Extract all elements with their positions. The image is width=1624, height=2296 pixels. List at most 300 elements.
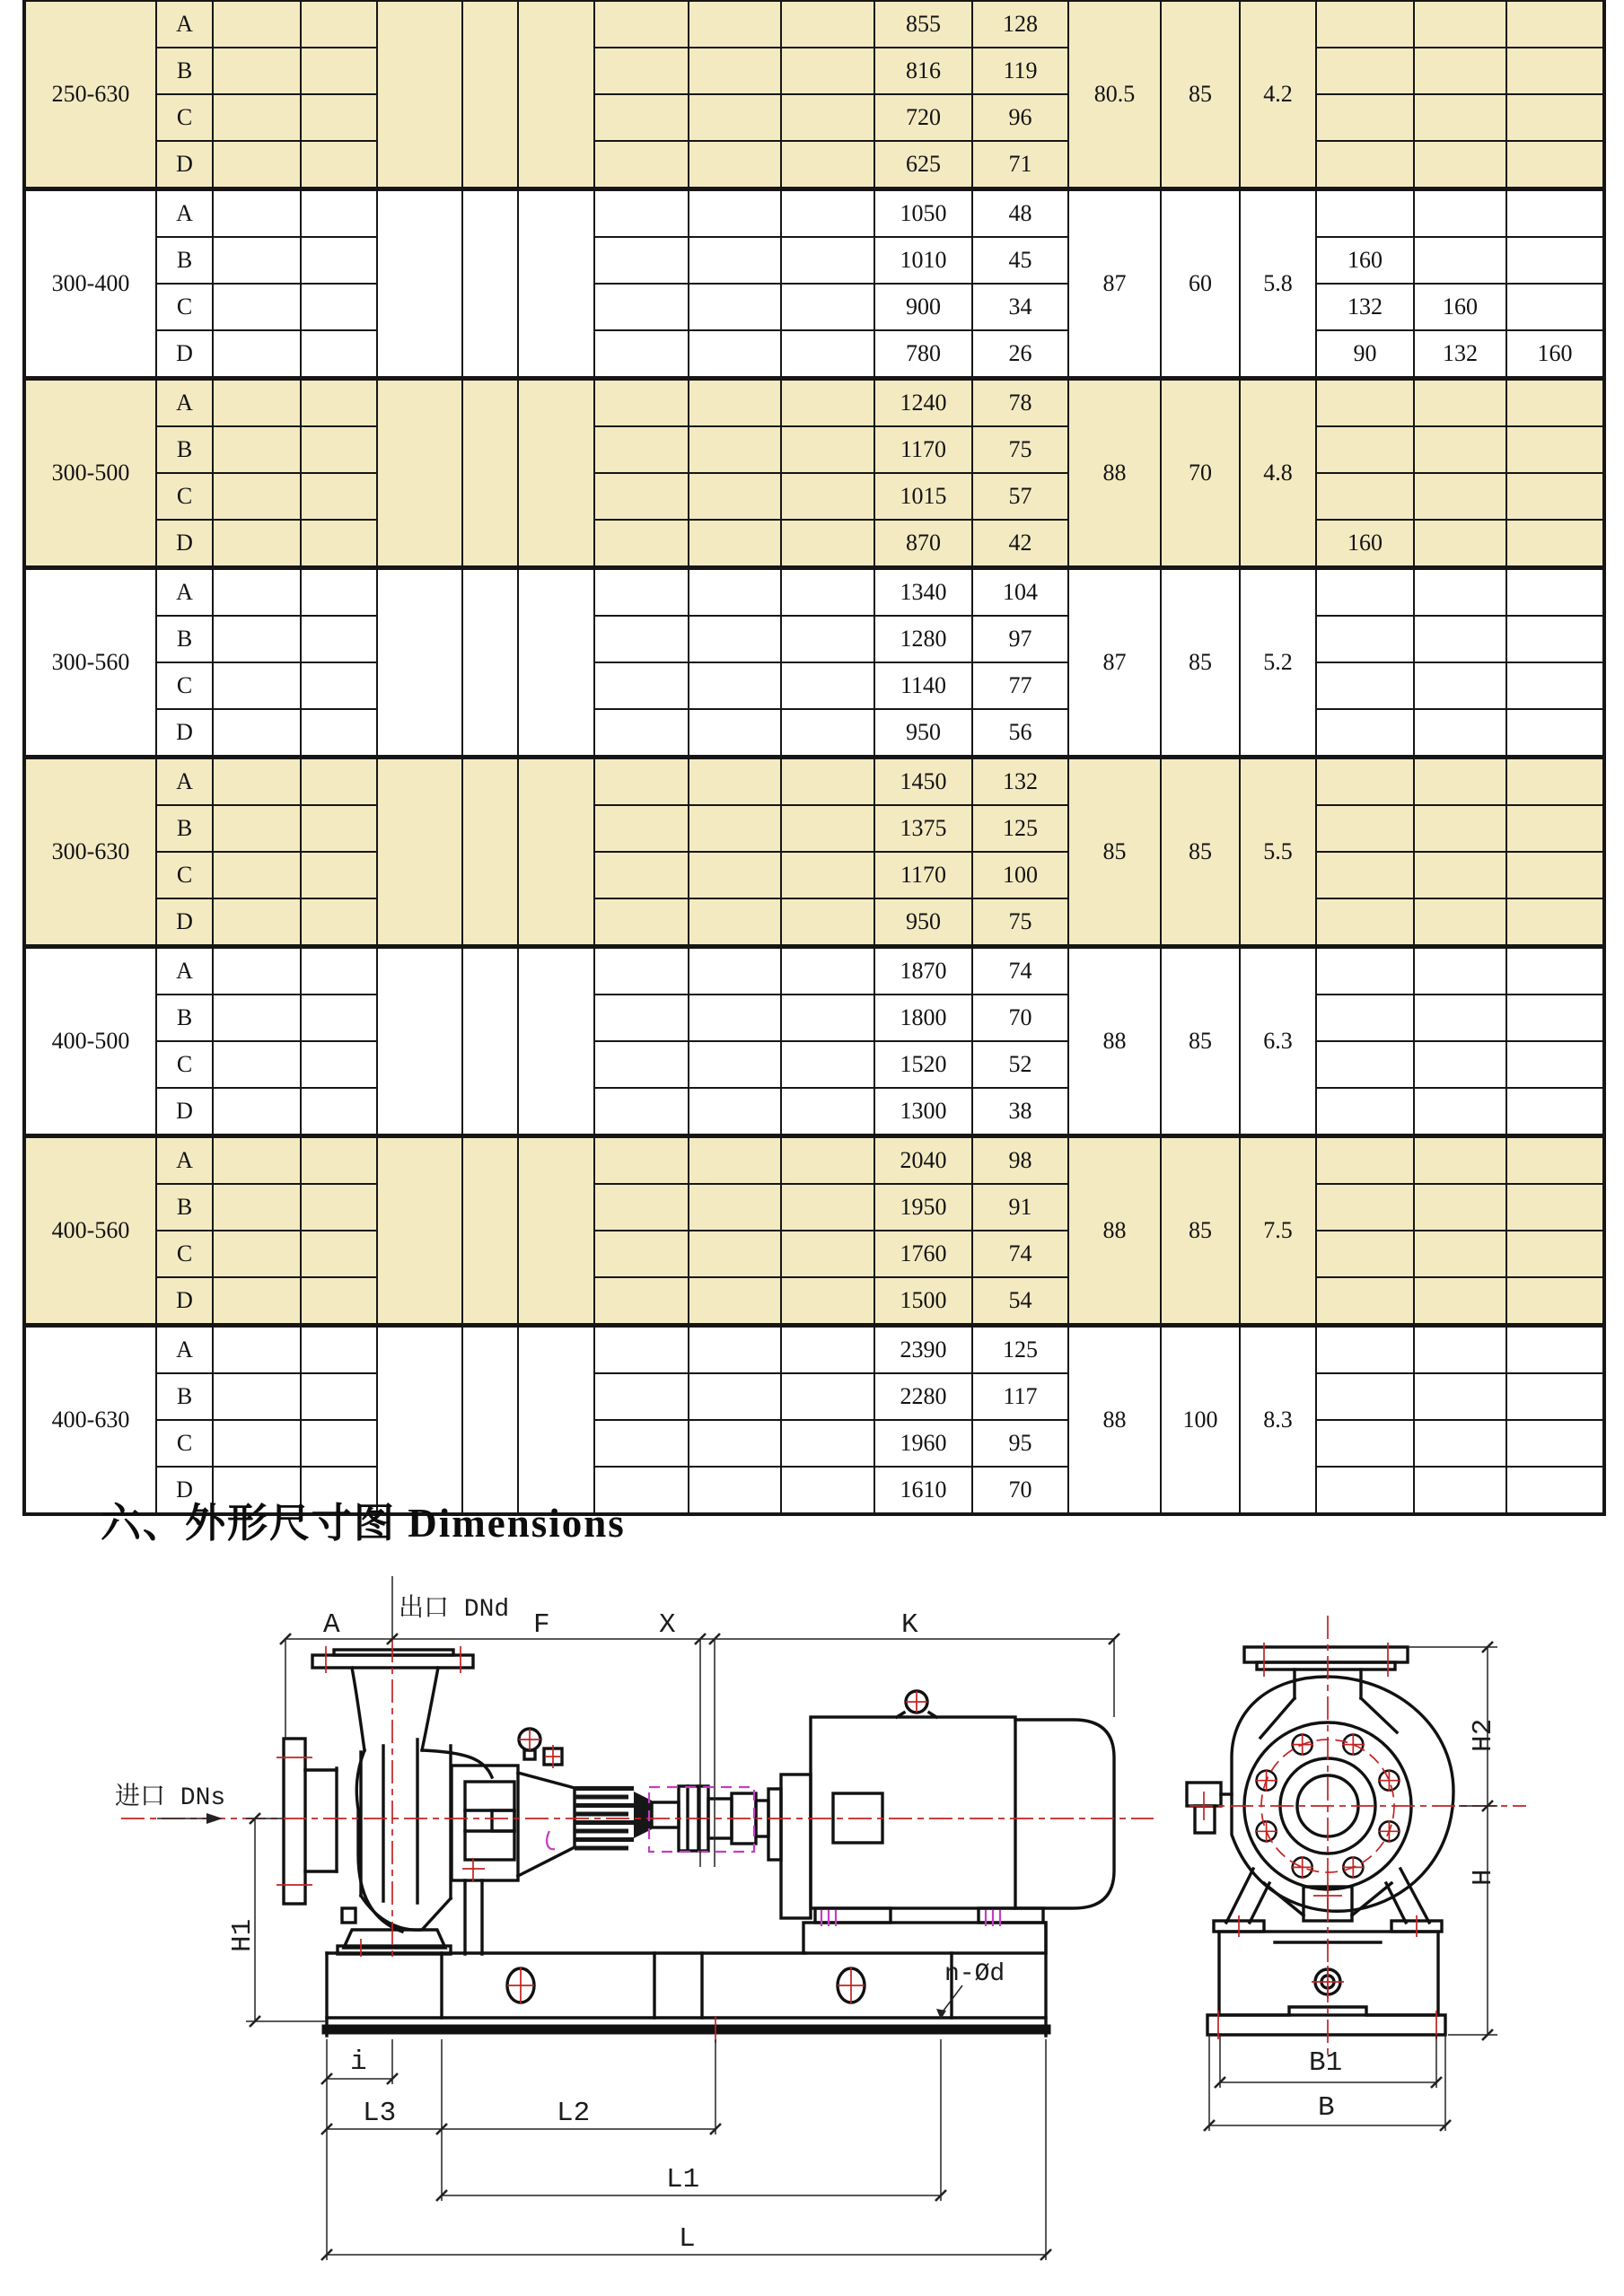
- cell-merged-empty: [377, 1326, 462, 1515]
- table-row: [24, 473, 1604, 520]
- table-row: [24, 1041, 1604, 1088]
- cell-empty: [594, 1136, 689, 1185]
- cell-empty: [689, 995, 781, 1041]
- cell-empty: [213, 1326, 301, 1374]
- cell-flow: 720: [874, 94, 972, 141]
- cell-empty: [781, 758, 874, 806]
- cell-letter: C: [156, 1231, 213, 1277]
- cell-motor-power-3: [1506, 1326, 1604, 1374]
- cell-letter: B: [156, 1184, 213, 1231]
- cell-efficiency: 88: [1068, 947, 1161, 1136]
- cell-letter: B: [156, 237, 213, 284]
- cell-empty: [781, 189, 874, 238]
- cell-motor-power-3: [1506, 48, 1604, 94]
- cell-motor-power-2: [1414, 709, 1506, 758]
- cell-head: 78: [972, 379, 1068, 427]
- table-row: [24, 1231, 1604, 1277]
- dim-label-l3: L3: [363, 2098, 397, 2129]
- cell-empty: [594, 995, 689, 1041]
- dim-label-i: i: [350, 2046, 367, 2078]
- cell-merged-empty: [462, 1326, 518, 1515]
- cell-empty: [594, 237, 689, 284]
- cell-motor-power-2: [1414, 1277, 1506, 1326]
- cell-empty: [213, 426, 301, 473]
- cell-empty: [301, 662, 377, 709]
- cell-motor-power-3: [1506, 1088, 1604, 1136]
- cell-empty: [213, 520, 301, 568]
- cell-empty: [781, 330, 874, 379]
- cell-flow: 1340: [874, 568, 972, 617]
- cell-head: 56: [972, 709, 1068, 758]
- cell-empty: [689, 662, 781, 709]
- cell-motor-power-1: [1316, 1420, 1414, 1467]
- cell-merged-empty: [518, 568, 594, 758]
- cell-empty: [213, 616, 301, 662]
- pump-spec-table: [22, 0, 1606, 1516]
- cell-merged-value: 7.5: [1240, 1136, 1316, 1326]
- dim-label-h: H: [1468, 1869, 1499, 1886]
- cell-motor-power-1: [1316, 379, 1414, 427]
- cell-motor-power-3: [1506, 1467, 1604, 1514]
- cell-letter: B: [156, 48, 213, 94]
- cell-letter: A: [156, 379, 213, 427]
- cell-empty: [689, 568, 781, 617]
- cell-motor-power-2: [1414, 1467, 1506, 1514]
- cell-empty: [213, 1088, 301, 1136]
- cell-empty: [301, 1420, 377, 1467]
- cell-motor-power-1: [1316, 1373, 1414, 1420]
- cell-flow: 900: [874, 284, 972, 330]
- cell-letter: C: [156, 473, 213, 520]
- cell-empty: [689, 1277, 781, 1326]
- cell-motor-power-2: [1414, 568, 1506, 617]
- cell-motor-power-3: 160: [1506, 330, 1604, 379]
- cell-flow: 950: [874, 898, 972, 947]
- cell-empty: [594, 284, 689, 330]
- cell-motor-power-2: [1414, 1373, 1506, 1420]
- cell-empty: [689, 852, 781, 898]
- cell-empty: [301, 48, 377, 94]
- cell-head: 42: [972, 520, 1068, 568]
- cell-empty: [301, 379, 377, 427]
- cell-empty: [689, 1373, 781, 1420]
- cell-empty: [213, 48, 301, 94]
- cell-empty: [689, 330, 781, 379]
- cell-head: 45: [972, 237, 1068, 284]
- cell-empty: [781, 1136, 874, 1185]
- cell-empty: [781, 1088, 874, 1136]
- cell-merged-empty: [377, 1136, 462, 1326]
- cell-empty: [781, 1373, 874, 1420]
- cell-motor-power-2: [1414, 1, 1506, 48]
- cell-flow: 870: [874, 520, 972, 568]
- cell-motor-power-3: [1506, 237, 1604, 284]
- cell-flow: 1500: [874, 1277, 972, 1326]
- table-row: [24, 758, 1604, 806]
- cell-empty: [781, 1184, 874, 1231]
- cell-merged-empty: [518, 758, 594, 947]
- cell-head: 57: [972, 473, 1068, 520]
- cell-empty: [213, 1, 301, 48]
- cell-empty: [301, 898, 377, 947]
- cell-flow: 1170: [874, 426, 972, 473]
- cell-merged-empty: [462, 568, 518, 758]
- cell-motor-power-2: [1414, 1136, 1506, 1185]
- cell-flow: 1870: [874, 947, 972, 995]
- cell-merged-value: 85: [1161, 568, 1240, 758]
- cell-empty: [689, 616, 781, 662]
- cell-empty: [301, 1088, 377, 1136]
- cell-empty: [689, 1136, 781, 1185]
- cell-empty: [781, 995, 874, 1041]
- cell-head: 91: [972, 1184, 1068, 1231]
- cell-head: 132: [972, 758, 1068, 806]
- cell-motor-power-2: [1414, 237, 1506, 284]
- cell-empty: [301, 995, 377, 1041]
- cell-motor-power-1: [1316, 1088, 1414, 1136]
- cell-merged-empty: [518, 947, 594, 1136]
- table-row: [24, 1277, 1604, 1326]
- cell-motor-power-3: [1506, 473, 1604, 520]
- cell-empty: [781, 662, 874, 709]
- cell-motor-power-2: [1414, 473, 1506, 520]
- cell-head: 77: [972, 662, 1068, 709]
- table-row: [24, 805, 1604, 852]
- cell-empty: [301, 1136, 377, 1185]
- cell-motor-power-3: [1506, 1184, 1604, 1231]
- cell-flow: 1280: [874, 616, 972, 662]
- cell-empty: [781, 520, 874, 568]
- side-view-dimensions: [157, 1576, 1114, 2260]
- dim-label-l1: L1: [666, 2164, 700, 2195]
- cell-empty: [213, 1136, 301, 1185]
- cell-empty: [781, 568, 874, 617]
- cell-empty: [781, 141, 874, 189]
- cell-motor-power-1: [1316, 1467, 1414, 1514]
- cell-efficiency: 88: [1068, 379, 1161, 568]
- cell-motor-power-3: [1506, 1041, 1604, 1088]
- cell-empty: [301, 330, 377, 379]
- cell-empty: [594, 473, 689, 520]
- cell-motor-power-1: [1316, 1326, 1414, 1374]
- dim-label-l: L: [679, 2223, 696, 2255]
- cell-empty: [213, 995, 301, 1041]
- cell-empty: [301, 1, 377, 48]
- cell-merged-empty: [518, 1326, 594, 1515]
- dim-label-x: X: [659, 1609, 676, 1641]
- cell-empty: [594, 758, 689, 806]
- cell-empty: [781, 1041, 874, 1088]
- cell-empty: [781, 237, 874, 284]
- cell-head: 97: [972, 616, 1068, 662]
- cell-empty: [689, 237, 781, 284]
- cell-motor-power-1: [1316, 94, 1414, 141]
- cell-merged-value: 70: [1161, 379, 1240, 568]
- cell-motor-power-3: [1506, 284, 1604, 330]
- cell-flow: 1050: [874, 189, 972, 238]
- cell-head: 70: [972, 1467, 1068, 1514]
- cell-motor-power-1: [1316, 1, 1414, 48]
- cell-empty: [301, 1041, 377, 1088]
- cell-head: 119: [972, 48, 1068, 94]
- cell-motor-power-3: [1506, 898, 1604, 947]
- cell-empty: [689, 284, 781, 330]
- cell-empty: [689, 1, 781, 48]
- cell-motor-power-2: [1414, 379, 1506, 427]
- cell-empty: [594, 1088, 689, 1136]
- cell-empty: [301, 473, 377, 520]
- cell-letter: C: [156, 284, 213, 330]
- cell-empty: [689, 473, 781, 520]
- cell-empty: [594, 330, 689, 379]
- cell-empty: [213, 237, 301, 284]
- cell-merged-empty: [462, 189, 518, 379]
- cell-merged-empty: [377, 189, 462, 379]
- cell-head: 96: [972, 94, 1068, 141]
- cell-letter: A: [156, 947, 213, 995]
- cell-motor-power-3: [1506, 947, 1604, 995]
- table-row: [24, 48, 1604, 94]
- cell-motor-power-2: [1414, 616, 1506, 662]
- dim-label-k: K: [901, 1609, 918, 1641]
- cell-flow: 1450: [874, 758, 972, 806]
- cell-letter: C: [156, 662, 213, 709]
- cell-head: 71: [972, 141, 1068, 189]
- cell-empty: [594, 426, 689, 473]
- cell-empty: [301, 1231, 377, 1277]
- cell-motor-power-2: [1414, 141, 1506, 189]
- cell-letter: D: [156, 709, 213, 758]
- cell-merged-value: 60: [1161, 189, 1240, 379]
- cell-model: 300-400: [24, 189, 156, 379]
- cell-motor-power-3: [1506, 426, 1604, 473]
- cell-model: 400-500: [24, 947, 156, 1136]
- cell-motor-power-2: [1414, 805, 1506, 852]
- cell-letter: C: [156, 1420, 213, 1467]
- cell-motor-power-3: [1506, 379, 1604, 427]
- cell-motor-power-2: [1414, 189, 1506, 238]
- cell-motor-power-3: [1506, 520, 1604, 568]
- cell-head: 74: [972, 1231, 1068, 1277]
- cell-head: 38: [972, 1088, 1068, 1136]
- cell-empty: [594, 1326, 689, 1374]
- cell-letter: C: [156, 1041, 213, 1088]
- cell-efficiency: 80.5: [1068, 1, 1161, 189]
- cell-letter: B: [156, 1373, 213, 1420]
- cell-motor-power-3: [1506, 1231, 1604, 1277]
- cell-empty: [594, 898, 689, 947]
- cell-merged-value: 85: [1161, 947, 1240, 1136]
- cell-empty: [594, 709, 689, 758]
- table-row: [24, 995, 1604, 1041]
- cell-motor-power-3: [1506, 852, 1604, 898]
- cell-head: 52: [972, 1041, 1068, 1088]
- cell-empty: [689, 189, 781, 238]
- cell-merged-empty: [518, 1, 594, 189]
- cell-motor-power-2: 132: [1414, 330, 1506, 379]
- cell-empty: [689, 1420, 781, 1467]
- cell-head: 104: [972, 568, 1068, 617]
- cell-empty: [594, 852, 689, 898]
- cell-motor-power-1: [1316, 995, 1414, 1041]
- cell-letter: A: [156, 1326, 213, 1374]
- cell-model: 400-560: [24, 1136, 156, 1326]
- dim-label-h2: H2: [1468, 1718, 1499, 1752]
- cell-flow: 625: [874, 141, 972, 189]
- cell-motor-power-3: [1506, 709, 1604, 758]
- cell-head: 117: [972, 1373, 1068, 1420]
- cell-merged-empty: [518, 1136, 594, 1326]
- cell-motor-power-1: [1316, 616, 1414, 662]
- cell-merged-value: 100: [1161, 1326, 1240, 1515]
- cell-empty: [689, 898, 781, 947]
- cell-motor-power-3: [1506, 189, 1604, 238]
- cell-empty: [301, 852, 377, 898]
- cell-motor-power-1: 160: [1316, 520, 1414, 568]
- cell-motor-power-1: [1316, 758, 1414, 806]
- cell-merged-value: 5.5: [1240, 758, 1316, 947]
- cell-flow: 1010: [874, 237, 972, 284]
- cell-empty: [301, 805, 377, 852]
- cell-empty: [213, 947, 301, 995]
- cell-empty: [594, 805, 689, 852]
- cell-merged-value: 85: [1161, 1, 1240, 189]
- cell-merged-value: 85: [1161, 758, 1240, 947]
- cell-empty: [594, 1041, 689, 1088]
- cell-motor-power-3: [1506, 758, 1604, 806]
- cell-empty: [213, 141, 301, 189]
- cell-merged-empty: [462, 1136, 518, 1326]
- cell-empty: [301, 284, 377, 330]
- cell-empty: [594, 48, 689, 94]
- cell-motor-power-1: [1316, 709, 1414, 758]
- cell-empty: [781, 852, 874, 898]
- cell-merged-value: 4.2: [1240, 1, 1316, 189]
- dim-label-a: A: [323, 1609, 340, 1641]
- cell-empty: [301, 189, 377, 238]
- cell-motor-power-3: [1506, 616, 1604, 662]
- cell-motor-power-1: [1316, 189, 1414, 238]
- cell-empty: [781, 426, 874, 473]
- cell-motor-power-1: [1316, 1041, 1414, 1088]
- cell-flow: 1170: [874, 852, 972, 898]
- table-row: [24, 662, 1604, 709]
- cell-motor-power-3: [1506, 1277, 1604, 1326]
- cell-head: 70: [972, 995, 1068, 1041]
- cell-flow: 816: [874, 48, 972, 94]
- cell-merged-value: 5.8: [1240, 189, 1316, 379]
- cell-empty: [689, 758, 781, 806]
- inlet-label: 进口 DNs: [115, 1784, 226, 1812]
- cell-empty: [213, 709, 301, 758]
- cell-empty: [301, 709, 377, 758]
- cell-empty: [301, 568, 377, 617]
- cell-flow: 1300: [874, 1088, 972, 1136]
- cell-empty: [781, 947, 874, 995]
- table-row: [24, 1184, 1604, 1231]
- cell-empty: [213, 1041, 301, 1088]
- cell-flow: 1960: [874, 1420, 972, 1467]
- cell-empty: [594, 1184, 689, 1231]
- cell-empty: [594, 1373, 689, 1420]
- cell-empty: [213, 662, 301, 709]
- cell-merged-value: 5.2: [1240, 568, 1316, 758]
- cell-merged-empty: [377, 568, 462, 758]
- cell-head: 34: [972, 284, 1068, 330]
- cell-merged-empty: [462, 758, 518, 947]
- cell-empty: [594, 1420, 689, 1467]
- cell-letter: B: [156, 805, 213, 852]
- cell-empty: [594, 947, 689, 995]
- cell-empty: [301, 1326, 377, 1374]
- cell-empty: [689, 1231, 781, 1277]
- cell-empty: [781, 805, 874, 852]
- cell-empty: [213, 1231, 301, 1277]
- cell-merged-empty: [462, 379, 518, 568]
- cell-letter: C: [156, 852, 213, 898]
- cell-motor-power-2: [1414, 947, 1506, 995]
- cell-empty: [689, 1467, 781, 1514]
- cell-empty: [689, 426, 781, 473]
- cell-letter: A: [156, 189, 213, 238]
- cell-head: 125: [972, 1326, 1068, 1374]
- cell-efficiency: 87: [1068, 568, 1161, 758]
- cell-motor-power-2: [1414, 1420, 1506, 1467]
- table-row: [24, 852, 1604, 898]
- cell-empty: [689, 379, 781, 427]
- cell-motor-power-2: [1414, 995, 1506, 1041]
- cell-letter: B: [156, 426, 213, 473]
- cell-motor-power-1: [1316, 473, 1414, 520]
- cell-efficiency: 88: [1068, 1326, 1161, 1515]
- cell-empty: [689, 520, 781, 568]
- cell-empty: [594, 568, 689, 617]
- cell-empty: [689, 1088, 781, 1136]
- cell-flow: 1760: [874, 1231, 972, 1277]
- cell-motor-power-2: [1414, 1231, 1506, 1277]
- cell-flow: 1610: [874, 1467, 972, 1514]
- table-row: [24, 616, 1604, 662]
- cell-head: 75: [972, 898, 1068, 947]
- cell-head: 128: [972, 1, 1068, 48]
- cell-empty: [301, 1277, 377, 1326]
- cell-motor-power-1: [1316, 947, 1414, 995]
- cell-letter: D: [156, 330, 213, 379]
- cell-empty: [301, 141, 377, 189]
- cell-empty: [213, 758, 301, 806]
- cell-empty: [213, 379, 301, 427]
- cell-empty: [301, 1373, 377, 1420]
- cell-empty: [689, 94, 781, 141]
- table-row: [24, 1136, 1604, 1185]
- cell-motor-power-2: 160: [1414, 284, 1506, 330]
- cell-empty: [781, 1231, 874, 1277]
- cell-head: 125: [972, 805, 1068, 852]
- cell-motor-power-2: [1414, 898, 1506, 947]
- cell-empty: [594, 379, 689, 427]
- cell-motor-power-1: [1316, 898, 1414, 947]
- cell-empty: [781, 1326, 874, 1374]
- cell-motor-power-1: 132: [1316, 284, 1414, 330]
- cell-empty: [689, 1184, 781, 1231]
- table-row: [24, 1088, 1604, 1136]
- cell-empty: [301, 758, 377, 806]
- cell-merged-empty: [377, 1, 462, 189]
- cell-empty: [213, 852, 301, 898]
- cell-efficiency: 85: [1068, 758, 1161, 947]
- cell-head: 48: [972, 189, 1068, 238]
- cell-merged-value: 85: [1161, 1136, 1240, 1326]
